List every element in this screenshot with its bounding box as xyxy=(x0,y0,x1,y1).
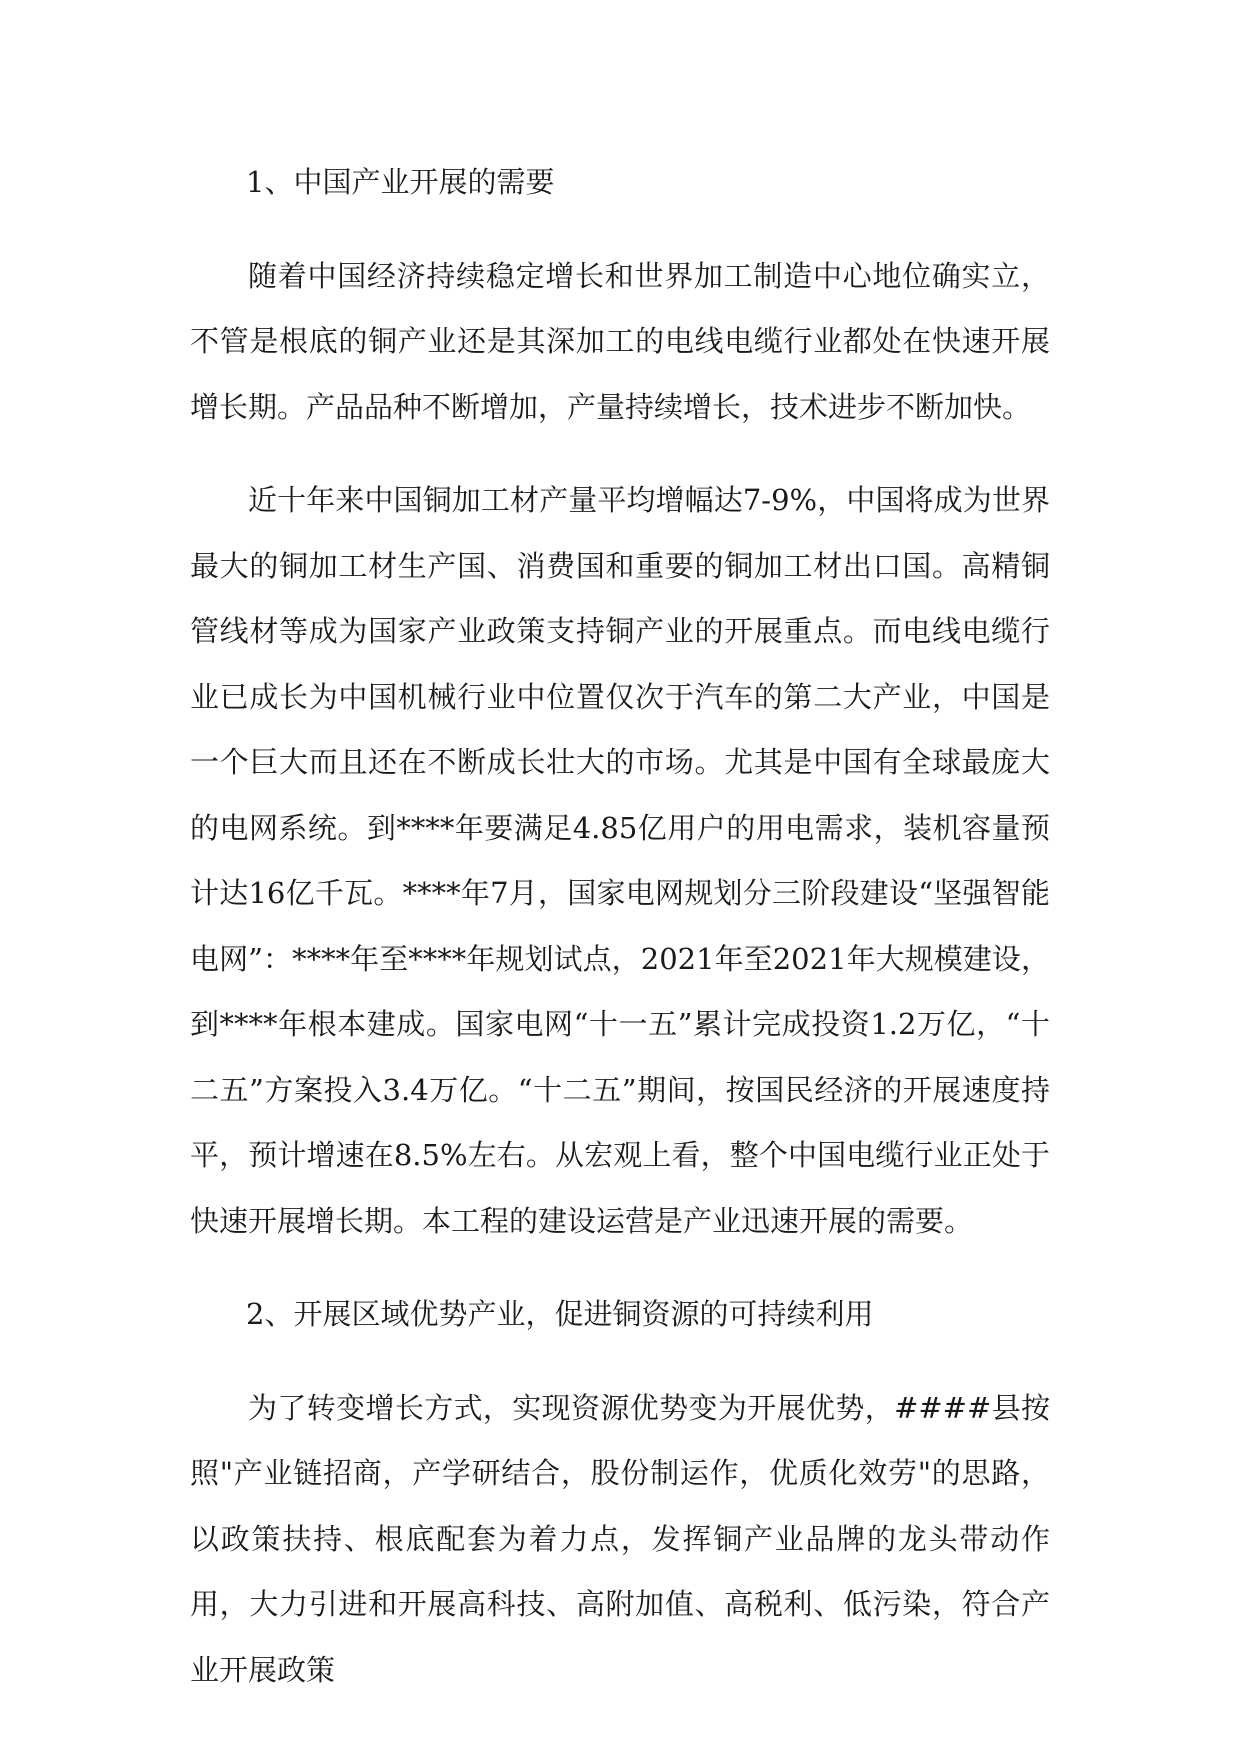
paragraph-2: 近十年来中国铜加工材产量平均增幅达7-9%，中国将成为世界最大的铜加工材生产国、消费国和重要的铜加工材出口国。高精铜管线材等成为国家产业政策支持铜产业的开展重点。而电线电缆行业已成长为中国机械行业中位置仅次于汽车的第二大产业，中国是一个巨大而且还在不断成长壮大的市场。尤其是中国有全球最庞大的电网系统。到****年要满足4.85亿用户的用电需求，装机容量预计达16亿千瓦。****年7月，国家电网规划分三阶段建设“坚强智能电网”：****年至****年规划试点，2021年至2021年大规模建设，到****年根本建成。国家电网“十一五”累计完成投资1.2万亿，“十二五”方案投入3.4万亿。“十二五”期间，按国民经济的开展速度持平，预计增速在8.5%左右。从宏观上看，整个中国电缆行业正处于快速开展增长期。本工程的建设运营是产业迅速开展的需要。 xyxy=(190,483,1050,1238)
paragraph-3: 为了转变增长方式，实现资源优势变为开展优势，####县按照"产业链招商，产学研结合，股份制运作，优质化效劳"的思路，以政策扶持、根底配套为着力点，发挥铜产业品牌的龙头带动作用，大力引进和开展高科技、高附加值、高税利、低污染，符合产业开展政策 xyxy=(190,1390,1050,1687)
section-heading-1: 1、中国产业开展的需要 xyxy=(246,165,555,199)
paragraph-1: 随着中国经济持续稳定增长和世界加工制造中心地位确实立，不管是根底的铜产业还是其深加工的电线电缆行业都处在快速开展增长期。产品品种不断增加，产量持续增长，技术进步不断加快。 xyxy=(190,258,1050,424)
section-heading-2: 2、开展区域优势产业，促进铜资源的可持续利用 xyxy=(246,1297,874,1331)
document-body xyxy=(190,150,1050,1703)
